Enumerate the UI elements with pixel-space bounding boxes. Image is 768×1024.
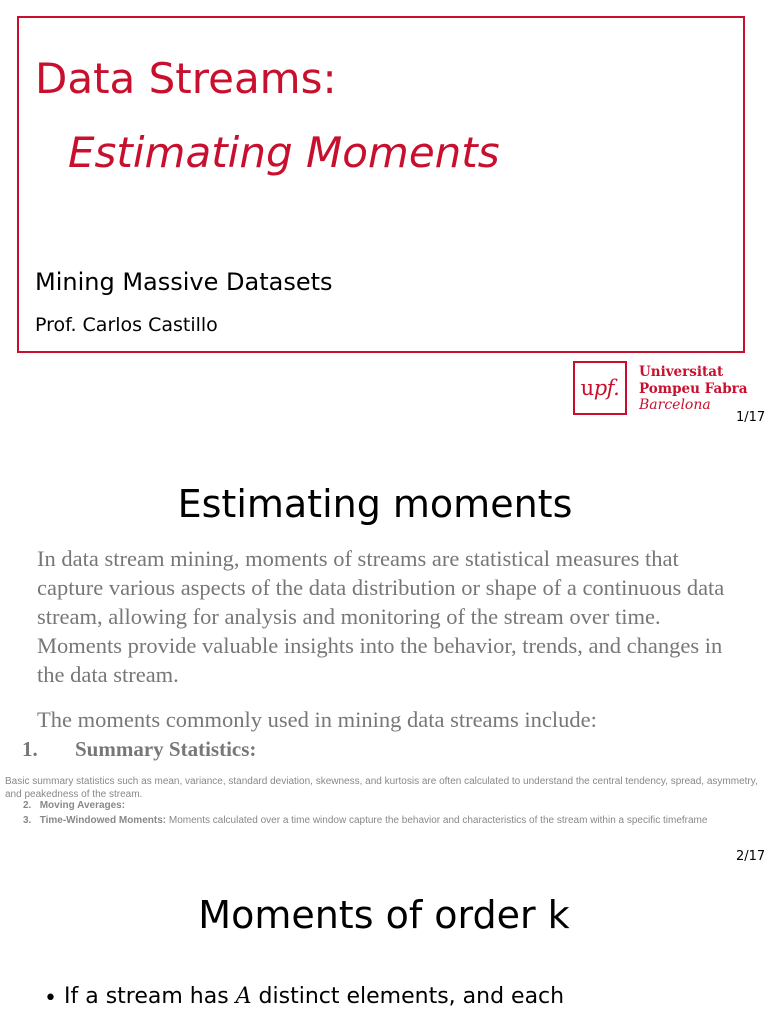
slide-title: Data Streams: [35, 54, 337, 103]
list-item-text: Moments calculated over a time window capture the behavior and characteristics of the stream within a specific timeframe [168, 815, 708, 826]
slide-subtitle: Estimating Moments [68, 128, 500, 177]
bullet-icon: • [44, 986, 57, 1011]
list-item-number: 2. [23, 800, 32, 811]
logo-text-line2: Pompeu Fabra [639, 381, 748, 397]
list-item-label: Time-Windowed Moments: [39, 815, 167, 826]
bullet-text [64, 984, 564, 1009]
slide-title: Moments of order k [198, 893, 570, 937]
logo-text-line1: Universitat [639, 364, 724, 380]
body-paragraph: In data stream mining, moments of streams are statistical measures that capture various aspects of the data distribution or shape of a continuous data stream, allowing for analysis and monitoring of the stream over time. Moments provide valuable insights into the behavior, trends, and changes in the data stream. [37, 546, 725, 687]
list-intro: The moments commonly used in mining data streams include: [37, 707, 597, 732]
bullet-text-suffix: distinct elements, and each [251, 984, 565, 1009]
page-number: 1/17 [736, 410, 766, 425]
logo-mark-pf: pf. [593, 376, 620, 400]
logo-mark-u: u [580, 376, 594, 400]
list-item [23, 815, 707, 826]
bullet-text-prefix: If a stream has [64, 984, 236, 1009]
upf-logo [572, 360, 752, 420]
list-item-label: Moving Averages: [39, 800, 126, 811]
slide-title: Estimating moments [177, 482, 573, 526]
list-item [23, 800, 125, 811]
bullet-variable: A [235, 984, 252, 1009]
course-name: Mining Massive Datasets [35, 268, 333, 296]
list-item-number: 3. [23, 815, 32, 826]
upf-logo-mark [573, 361, 627, 415]
list-item-text: Basic summary statistics such as mean, variance, standard deviation, skewness, and kurtosis are often calculated to understand the central tendency, spread, asymmetry, and peakedness of the stream. [5, 776, 758, 800]
professor-name: Prof. Carlos Castillo [35, 314, 218, 336]
list-item-label: Summary Statistics: [75, 737, 257, 761]
logo-text-line3: Barcelona [639, 397, 711, 413]
list-item-number: 1. [22, 737, 38, 761]
page-number: 2/17 [736, 849, 766, 864]
